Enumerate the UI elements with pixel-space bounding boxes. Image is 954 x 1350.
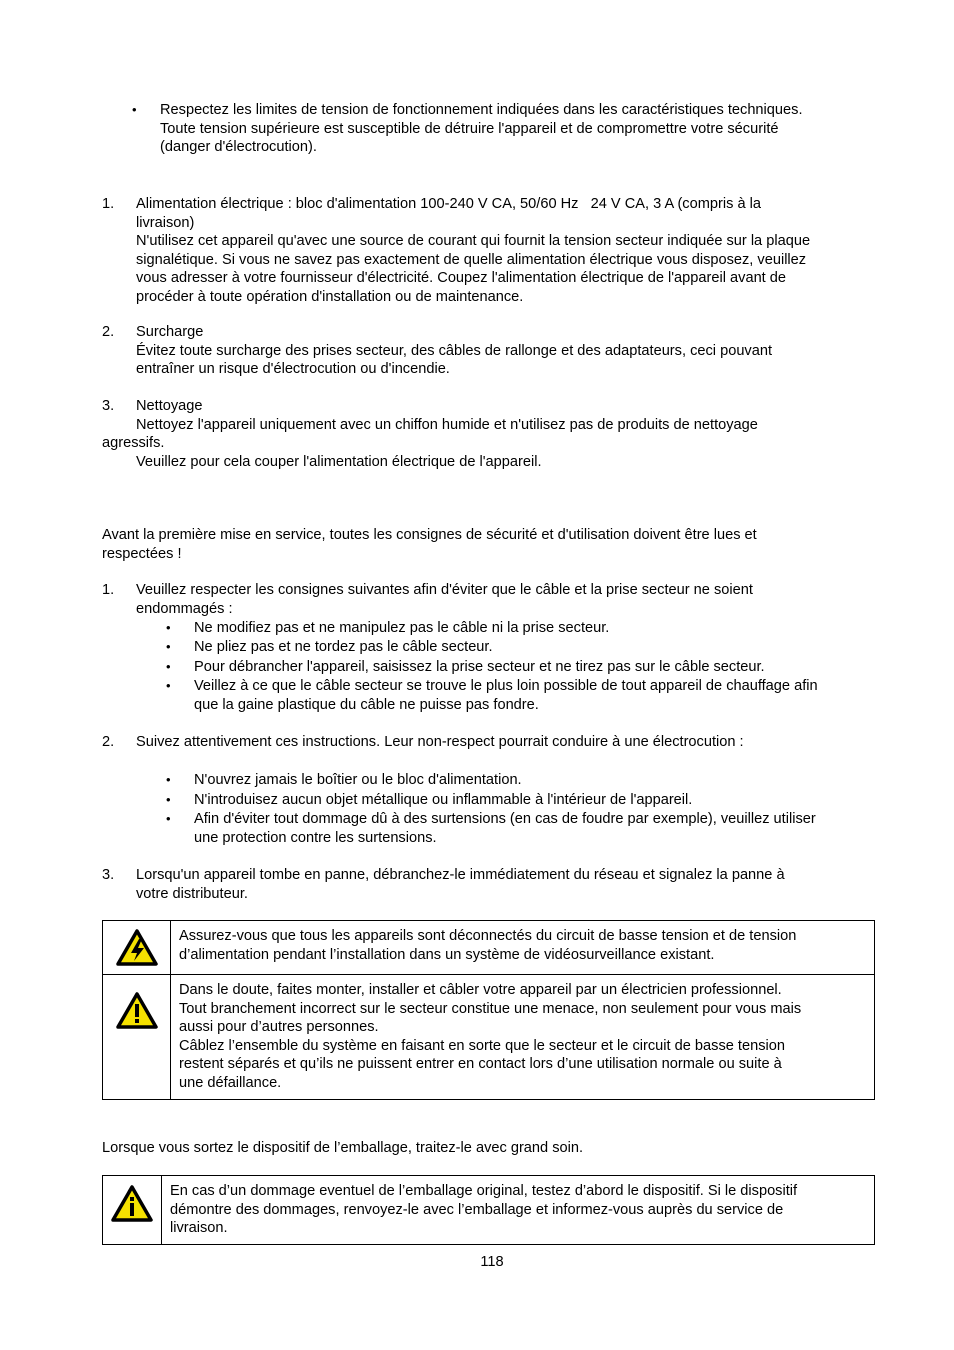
safety-item-3: Lorsqu'un appareil tombe en panne, débranchez-le immédiatement du réseau et signalez la panne à votre distributeur. [136, 867, 785, 902]
list-number: 1. [102, 582, 115, 598]
bullet-marker [166, 677, 178, 696]
bullet-marker [166, 810, 178, 829]
list-number: 3. [102, 398, 115, 414]
list-item: N'introduisez aucun objet métallique ou inflammable à l'intérieur de l'appareil. [194, 792, 693, 808]
list-item: Ne pliez pas et ne tordez pas le câble secteur. [194, 639, 493, 655]
table-row [103, 921, 875, 975]
safety-item-1: Veuillez respecter les consignes suivantes afin d'éviter que le câble et la prise secteur ne soient endommagés : [136, 582, 753, 617]
list-number: 1. [102, 196, 115, 212]
bullet-marker [166, 658, 178, 677]
power-item-3-line: Nettoyez l'appareil uniquement avec un chiffon humide et n'utilisez pas de produits de nettoyage [136, 417, 758, 433]
list-item: Veillez à ce que le câble secteur se trouve le plus loin possible de tout appareil de chauffage afin que la gaine plastique du câble ne puisse pas fondre. [194, 678, 818, 713]
table-row [103, 1176, 875, 1245]
page-number: 118 [480, 1254, 504, 1270]
power-item-1: Alimentation électrique : bloc d'alimentation 100-240 V CA, 50/60 Hz 24 V CA, 3 A (compris à la livraison) N'utilisez cet appareil qu'avec une source de courant qui fournit la tension secteur indiquée sur la plaque signalétique. Si vous ne savez pas exactement de quelle alimentation électrique vous disposez, veuillez vous adresser à votre fournisseur d'électricité. Coupez l'alimentation électrique de l'appareil avant de procéder à toute opération d'installation ou de maintenance. [136, 196, 811, 305]
icon-cell [103, 975, 171, 1100]
safety-item-2: Suivez attentivement ces instructions. Leur non-respect pourrait conduire à une électrocution : [136, 734, 744, 750]
warning-table [102, 920, 875, 1100]
unpacking-paragraph: Lorsque vous sortez le dispositif de l’emballage, traitez-le avec grand soin. [102, 1140, 584, 1156]
list-item: N'ouvrez jamais le boîtier ou le bloc d'alimentation. [194, 772, 522, 788]
power-item-3-line: agressifs. [102, 435, 165, 451]
high-voltage-warning-icon [103, 928, 170, 968]
bullet-marker [132, 101, 144, 120]
list-item: Afin d'éviter tout dommage dû à des surtensions (en cas de foudre par exemple), veuillez utiliser une protection contre les surtensions. [194, 811, 816, 846]
exclamation-warning-icon [103, 991, 170, 1031]
warning-text-cell: Assurez-vous que tous les appareils sont déconnectés du circuit de basse tension et de tension d’alimentation pendant l’installation dans un système de vidéosurveillance existant. [171, 921, 875, 975]
bullet-marker [166, 638, 178, 657]
bullet-marker [166, 771, 178, 790]
top-bullet-text: Respectez les limites de tension de fonctionnement indiquées dans les caractéristiques techniques. Toute tension supérieure est susceptible de détruire l'appareil et de compromettre votre sécurité (danger d'électrocution). [160, 102, 803, 156]
info-icon [103, 1184, 161, 1224]
bullet-marker [166, 791, 178, 810]
power-item-2: Surcharge Évitez toute surcharge des prises secteur, des câbles de rallonge et des adaptateurs, ceci pouvant entraîner un risque d'électrocution ou d'incendie. [136, 324, 773, 378]
list-item: Pour débrancher l'appareil, saisissez la prise secteur et ne tirez pas sur le câble secteur. [194, 659, 765, 675]
list-number: 2. [102, 734, 115, 750]
warning-text-cell: Dans le doute, faites monter, installer et câbler votre appareil par un électricien professionnel. Tout branchement incorrect sur le secteur constitue une menace, non seulement pour vous mais aussi pour d’autres personnes. Câblez l’ensemble du système en faisant en sorte que le secteur et le circuit de basse tension restent séparés et qu’ils ne puissent entrer en contact lors d’une utilisation normale ou suite à une défaillance. [171, 975, 875, 1100]
icon-cell [103, 1176, 162, 1245]
intro-paragraph: Avant la première mise en service, toutes les consignes de sécurité et d'utilisation doivent être lues et respectées ! [102, 527, 757, 562]
list-item: Ne modifiez pas et ne manipulez pas le câble ni la prise secteur. [194, 620, 610, 636]
table-row [103, 975, 875, 1100]
info-table [102, 1175, 875, 1245]
icon-cell [103, 921, 171, 975]
info-text-cell: En cas d’un dommage eventuel de l’emballage original, testez d’abord le dispositif. Si le dispositif démontre des dommages, renvoyez-le avec l’emballage et informez-vous auprès du service de livraison. [162, 1176, 875, 1245]
power-item-3-title: Nettoyage [136, 398, 203, 414]
power-item-3-line: Veuillez pour cela couper l'alimentation électrique de l'appareil. [136, 454, 542, 470]
list-number: 2. [102, 324, 115, 340]
list-number: 3. [102, 867, 115, 883]
bullet-marker [166, 619, 178, 638]
